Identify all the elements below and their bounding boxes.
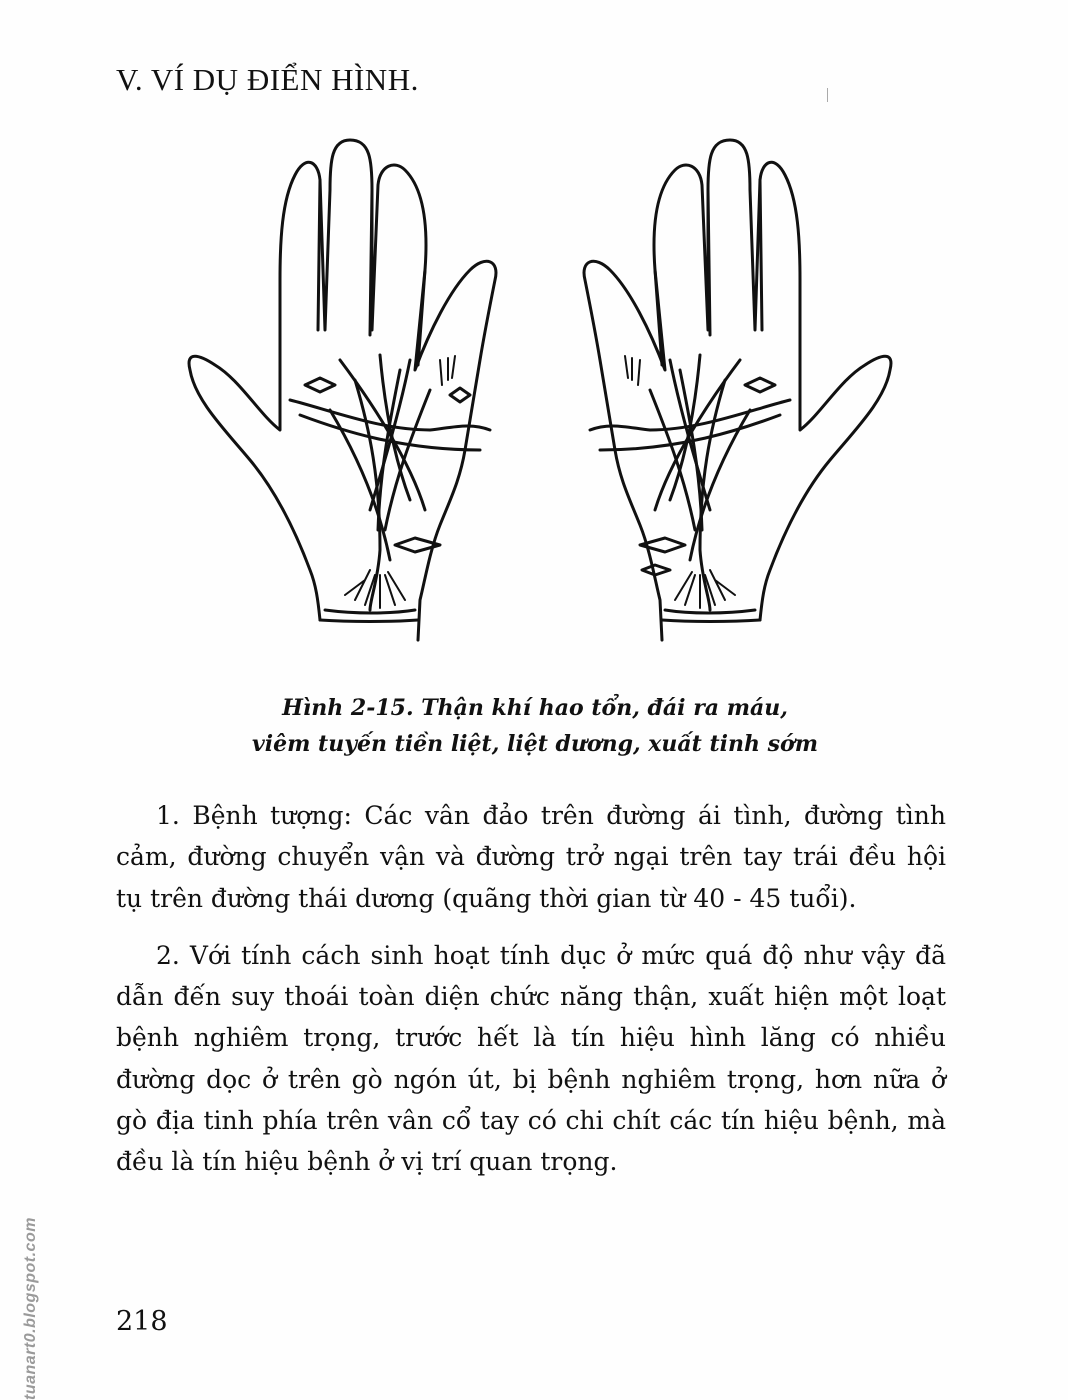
paragraph-2: 2. Với tính cách sinh hoạt tính dục ở mức quá độ như vậy đã dẫn đến suy thoái toàn diện chức năng thận, xuất hiện một loạt bệnh nghiêm trọng, trước hết là tín hiệu hình lăng có nhiều đường dọc ở trên gò ngón út, bị bệnh nghiêm trọng, hơn nữa ở gò địa tinh phía trên vân cổ tay có chi chít các tín hiệu bệnh, mà đều là tín hiệu bệnh ở vị trí quan trọng. bbox=[116, 940, 946, 1177]
left-hand bbox=[189, 140, 496, 640]
figure-caption bbox=[110, 690, 960, 762]
watermark-text: tuanart0.blogspot.com bbox=[22, 1217, 39, 1400]
watermark bbox=[2, 1110, 42, 1400]
paragraph-1: 1. Bệnh tượng: Các vân đảo trên đường ái tình, đường tình cảm, đường chuyển vận và đường trở ngại trên tay trái đều hội tụ trên đường thái dương (quãng thời gian từ 40 - 45 tuổi). bbox=[116, 801, 946, 913]
caption-line-1: Hình 2-15. Thận khí hao tổn, đái ra máu, bbox=[282, 695, 788, 721]
left-hand-outline bbox=[189, 140, 496, 640]
caption-line-2: viêm tuyến tiền liệt, liệt dương, xuất tinh sớm bbox=[251, 731, 818, 757]
page-number: 218 bbox=[116, 1306, 168, 1337]
right-hand-outline bbox=[584, 140, 891, 640]
section-heading: V. VÍ DỤ ĐIỂN HÌNH. bbox=[116, 62, 419, 97]
right-hand bbox=[584, 140, 891, 640]
margin-mark bbox=[827, 88, 828, 102]
palm-illustration bbox=[180, 130, 900, 650]
body-text bbox=[116, 795, 946, 1199]
